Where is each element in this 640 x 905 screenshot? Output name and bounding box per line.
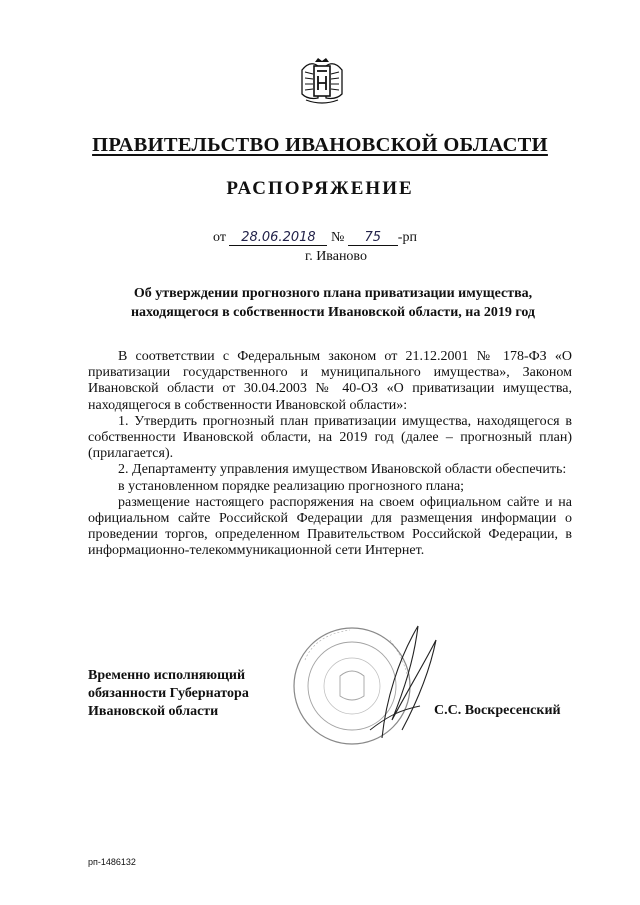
signer-name: С.С. Воскресенский: [434, 703, 561, 718]
number-label: №: [330, 230, 345, 245]
order-date-number-line: [213, 230, 417, 246]
order-suffix: -рп: [397, 230, 417, 245]
document-code: рп-1486132: [88, 857, 136, 867]
order-date: 28.06.2018: [229, 231, 327, 246]
item-2b-paragraph: размещение настоящего распоряжения на своем официальном сайте и на официальном сайте Российской Федерации для размещения информации о проведении торгов, определенном Правительством Российской Федерации, в информационно-телекоммуникационной сети Интернет.: [88, 494, 572, 559]
preamble-paragraph: В соответствии с Федеральным законом от 21.12.2001 № 178-ФЗ «О приватизации государственного и муниципального имущества», Законом Ивановской области от 30.04.2003 № 40-ОЗ «О приватизации имущества, находящегося в собственности Ивановской области»:: [88, 349, 572, 413]
city-line: г. Иваново: [305, 249, 367, 264]
item-2-paragraph: 2. Департаменту управления имуществом Ивановской области обеспечить:: [118, 462, 567, 478]
item-2a-paragraph: в установленном порядке реализацию прогнозного плана;: [118, 478, 465, 494]
subject-line-1: Об утверждении прогнозного плана приватизации имущества,: [133, 286, 533, 301]
document-type-title: РАСПОРЯЖЕНИЕ: [226, 178, 414, 199]
document-subject: [108, 284, 558, 322]
signer-position-line-2: обязанности Губернатора: [88, 686, 249, 701]
signer-position-line-1: Временно исполняющий: [88, 668, 246, 683]
government-title: ПРАВИТЕЛЬСТВО ИВАНОВСКОЙ ОБЛАСТИ: [92, 134, 548, 156]
item-1-paragraph: 1. Утвердить прогнозный план приватизации имущества, находящегося в собственности Ивановской области, на 2019 год (далее – прогнозный план) (прилагается).: [88, 413, 572, 462]
stamp-seal-icon: [290, 620, 450, 750]
signer-position: [88, 667, 249, 721]
order-number: 75: [348, 231, 398, 246]
signer-position-line-3: Ивановской области: [88, 704, 219, 719]
subject-line-2: находящегося в собственности Ивановской области, на 2019 год: [130, 305, 536, 320]
coat-of-arms-icon: [296, 56, 348, 106]
date-prefix: от: [213, 230, 226, 245]
document-body: [88, 349, 572, 560]
